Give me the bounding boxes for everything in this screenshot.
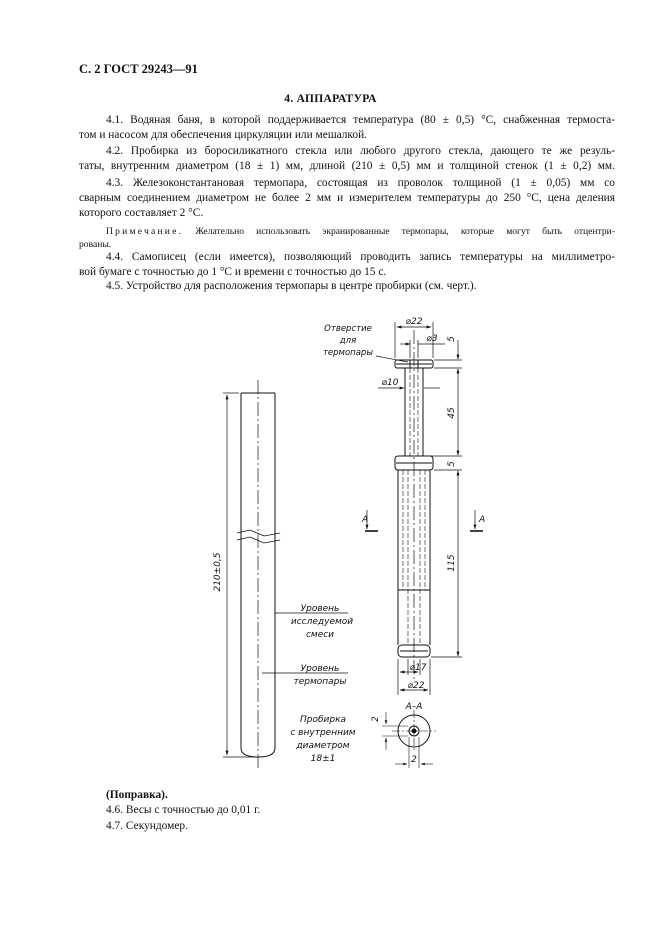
label-level-sample-3: смеси xyxy=(305,630,335,640)
paragraph-line: 4.1. Водяная баня, в которой поддерживается температура (80 ± 0,5) °С, снабженная термоста- xyxy=(106,114,615,126)
dim-5-top: 5 xyxy=(447,336,457,342)
label-level-sample-2: исследуемой xyxy=(290,617,354,627)
label-level-thermo-2: термопары xyxy=(293,677,347,687)
dim-d3: ⌀3 xyxy=(426,334,438,344)
dimensions-device xyxy=(262,322,486,695)
dim-2-left: 2 xyxy=(371,716,381,722)
label-tube-2: с внутренним xyxy=(290,728,356,738)
note-label: Примечание. xyxy=(106,226,184,237)
paragraph-4-7: 4.7. Секундомер. xyxy=(106,820,188,832)
section-letter-left: А xyxy=(362,515,369,525)
section-a-a xyxy=(382,710,436,768)
label-hole-1: Отверстие xyxy=(324,324,372,334)
test-tube xyxy=(237,380,280,770)
section-letter-right: А xyxy=(479,515,486,525)
paragraph-line: 4.2. Пробирка из боросиликатного стекла или любого другого стекла, дающего те же резуль- xyxy=(106,145,615,157)
label-level-thermo-1: Уровень xyxy=(300,664,340,674)
label-tube-4: 18±1 xyxy=(310,754,336,764)
paragraph-line: таты, внутренним диаметром (18 ± 1) мм, длиной (210 ± 0,5) мм и толщиной стенок (1 ± 0,2) мм. xyxy=(79,160,615,172)
paragraph-4-6: 4.6. Весы с точностью до 0,01 г. xyxy=(106,804,261,816)
drawing-labels xyxy=(213,317,485,765)
dim-d22-bottom: ⌀22 xyxy=(407,681,425,691)
dim-45: 45 xyxy=(447,407,457,419)
dim-210: 210±0,5 xyxy=(213,552,223,592)
label-tube-1: Пробирка xyxy=(299,715,347,725)
dim-115: 115 xyxy=(447,554,457,572)
label-level-sample-1: Уровень xyxy=(300,604,340,614)
note-line: рованы. xyxy=(79,239,112,250)
label-hole-3: термопары xyxy=(322,348,374,358)
correction-note: (Поправка). xyxy=(106,789,168,801)
paragraph-line: сварным соединением диаметром не более 2 мм и измерителем температуры до 250 °С, цена деления xyxy=(79,192,615,204)
paragraph-line: вой бумаге с точностью до 1 °С и времени с точностью до 15 с. xyxy=(79,266,387,278)
paragraph-line: которого составляет 2 °С. xyxy=(79,207,204,219)
section-a-a-title: А–А xyxy=(405,702,423,712)
dim-d22-top: ⌀22 xyxy=(405,317,423,327)
thermocouple-holder xyxy=(395,330,433,680)
paragraph-line: 4.4. Самописец (если имеется), позволяющий проводить запись температуры на миллиметро- xyxy=(106,251,615,263)
paragraph-line: том и насосом для обеспечения циркуляции или мешалкой. xyxy=(79,129,368,141)
dim-d10: ⌀10 xyxy=(381,378,399,388)
note-text: Желательно использовать экранированные термопары, которые могут быть отцентри- xyxy=(195,226,615,237)
label-tube-3: диаметром xyxy=(296,741,350,751)
dim-2-bottom: 2 xyxy=(411,755,417,765)
dim-5-mid: 5 xyxy=(447,461,457,467)
page-header: С. 2 ГОСТ 29243—91 xyxy=(79,62,198,76)
dim-d17: ⌀17 xyxy=(409,663,427,673)
paragraph-line: 4.3. Железоконстантановая термопара, состоящая из проволок толщиной (1 ± 0,05) мм со xyxy=(106,177,615,189)
section-title: 4. АППАРАТУРА xyxy=(284,93,377,105)
paragraph-line: 4.5. Устройство для расположения термопары в центре пробирки (см. черт.). xyxy=(106,280,477,292)
label-hole-2: для xyxy=(339,336,357,346)
